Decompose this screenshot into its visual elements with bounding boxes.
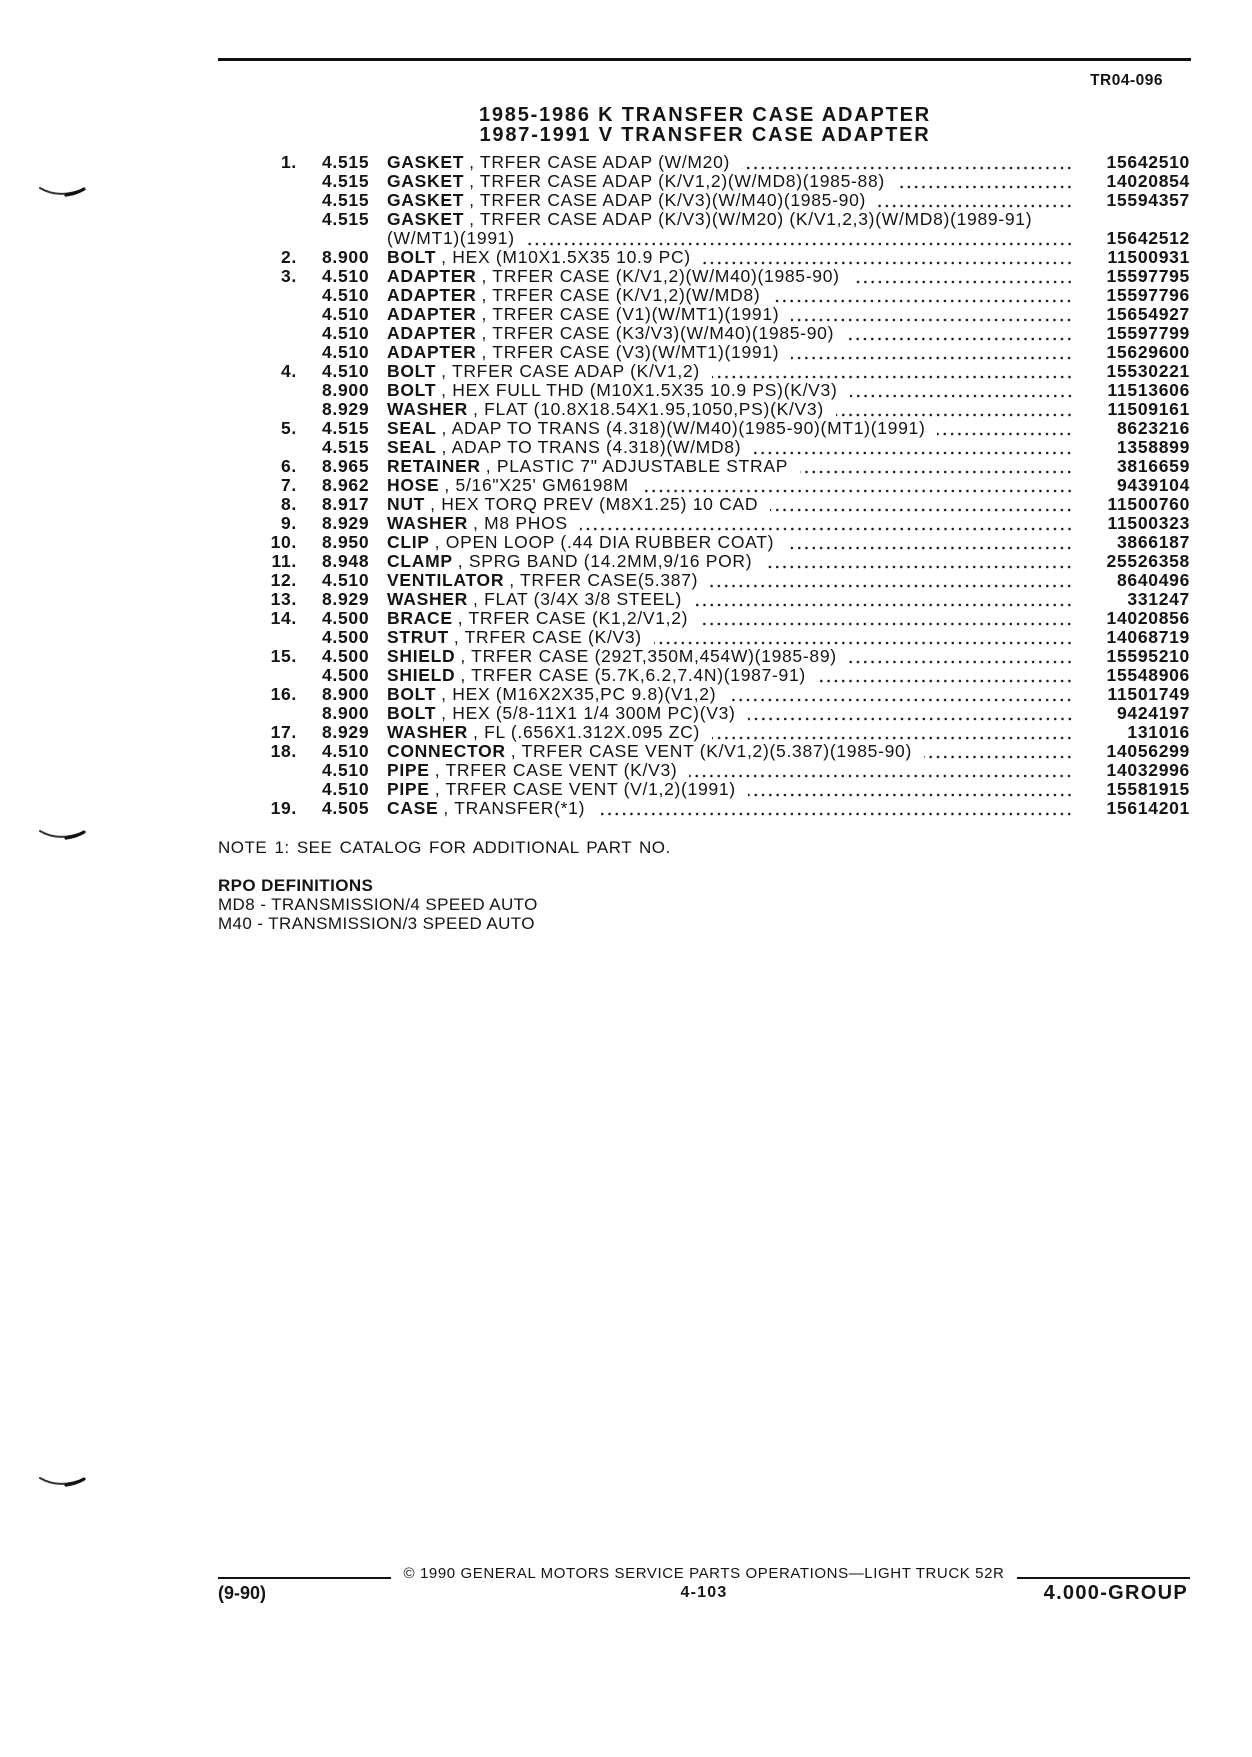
part-description — [387, 476, 1073, 495]
parts-row — [250, 761, 1190, 780]
group-number: 4.500 — [322, 665, 370, 685]
dot-leader — [924, 742, 1073, 761]
item-number: 9. — [281, 513, 297, 533]
part-detail: , ADAP TO TRANS (4.318)(W/M40)(1985-90)(MT1)(1991) — [441, 419, 926, 438]
part-number: 15654927 — [1106, 304, 1190, 324]
part-number: 131016 — [1127, 722, 1190, 742]
parts-row — [250, 153, 1190, 172]
part-description — [387, 324, 1073, 343]
rpo-definitions — [218, 876, 538, 933]
part-number: 14020856 — [1106, 608, 1190, 628]
part-detail: , TRFER CASE (K1,2/V1,2) — [457, 609, 689, 628]
part-description — [387, 799, 1073, 818]
part-description — [387, 685, 1073, 704]
group-number: 8.929 — [322, 589, 370, 609]
item-number: 6. — [281, 456, 297, 476]
part-description — [387, 343, 1073, 362]
dot-leader — [641, 476, 1073, 495]
group-number: 4.510 — [322, 760, 370, 780]
part-detail: , TRFER CASE(5.387) — [509, 571, 699, 590]
dot-leader — [728, 685, 1073, 704]
part-detail: , HEX FULL THD (M10X1.5X35 10.9 PS)(K/V3) — [441, 381, 838, 400]
part-detail: , 5/16"X25' GM6198M — [444, 476, 629, 495]
parts-row — [250, 476, 1190, 495]
part-name: BOLT — [387, 362, 437, 381]
group-number: 8.900 — [322, 703, 370, 723]
parts-row — [250, 210, 1190, 229]
item-number — [250, 400, 297, 419]
item-number — [250, 229, 297, 248]
part-number: 1358899 — [1116, 437, 1190, 457]
dot-leader — [748, 780, 1073, 799]
part-number: 25526358 — [1106, 551, 1190, 571]
part-name: PIPE — [387, 761, 430, 780]
part-number: 15642512 — [1106, 228, 1190, 248]
item-number — [250, 210, 297, 229]
part-detail: , TRFER CASE ADAP (K/V1,2)(W/MD8)(1985-88) — [469, 172, 885, 191]
part-description — [387, 780, 1073, 799]
item-number — [250, 343, 297, 362]
part-description — [387, 419, 1073, 438]
group-number: 4.515 — [322, 152, 370, 172]
item-number — [250, 191, 297, 210]
part-description — [387, 191, 1073, 210]
dot-leader — [753, 438, 1073, 457]
parts-row — [250, 590, 1190, 609]
dot-leader — [791, 343, 1073, 362]
part-number: 15642510 — [1106, 152, 1190, 172]
group-number: 8.948 — [322, 551, 370, 571]
part-description — [387, 723, 1073, 742]
part-number: 11513606 — [1107, 380, 1190, 400]
parts-row — [250, 533, 1190, 552]
part-detail: , FLAT (3/4X 3/8 STEEL) — [473, 590, 683, 609]
part-number: 3816659 — [1116, 456, 1190, 476]
item-number: 18. — [270, 741, 297, 761]
dot-leader — [937, 419, 1073, 438]
dot-leader — [852, 267, 1073, 286]
group-number: 4.510 — [322, 285, 370, 305]
part-name: STRUT — [387, 628, 449, 647]
item-number: 3. — [281, 266, 297, 286]
parts-row — [250, 647, 1190, 666]
footer-date: (9-90) — [218, 1583, 267, 1603]
dot-leader — [786, 533, 1073, 552]
binding-hole-mark — [38, 828, 86, 842]
item-number: 15. — [270, 646, 297, 666]
item-number — [250, 305, 297, 324]
part-number: 11500323 — [1107, 513, 1190, 533]
part-name: VENTILATOR — [387, 571, 505, 590]
part-description — [387, 590, 1073, 609]
part-detail: , TRFER CASE (K/V1,2)(W/M40)(1985-90) — [481, 267, 840, 286]
parts-row — [250, 495, 1190, 514]
group-number: 8.929 — [322, 513, 370, 533]
part-number: 14056299 — [1106, 741, 1190, 761]
parts-row — [250, 457, 1190, 476]
item-number: 14. — [270, 608, 297, 628]
part-name: PIPE — [387, 780, 430, 799]
part-description — [387, 647, 1073, 666]
group-number: 4.510 — [322, 361, 370, 381]
part-name: BOLT — [387, 381, 437, 400]
group-number: 4.510 — [322, 323, 370, 343]
group-number: 8.900 — [322, 684, 370, 704]
part-description — [387, 381, 1073, 400]
rpo-definition: MD8 - TRANSMISSION/4 SPEED AUTO — [218, 895, 538, 914]
part-number: 11509161 — [1107, 399, 1190, 419]
dot-leader — [712, 723, 1073, 742]
part-description — [387, 495, 1073, 514]
part-name: WASHER — [387, 723, 469, 742]
part-name: ADAPTER — [387, 343, 477, 362]
item-number: 13. — [270, 589, 297, 609]
item-number: 12. — [270, 570, 297, 590]
part-description — [387, 761, 1073, 780]
group-number: 4.515 — [322, 418, 370, 438]
dot-leader — [689, 761, 1073, 780]
part-name: SEAL — [387, 438, 437, 457]
dot-leader — [742, 153, 1073, 172]
group-number: 8.929 — [322, 399, 370, 419]
footer-rule-right — [1017, 1577, 1190, 1579]
part-detail: , TRFER CASE (5.7K,6.2,7.4N)(1987-91) — [460, 666, 806, 685]
part-name: WASHER — [387, 400, 469, 419]
part-detail: , TRFER CASE (V3)(W/MT1)(1991) — [481, 343, 780, 362]
part-name: BOLT — [387, 685, 437, 704]
group-number: 4.510 — [322, 304, 370, 324]
part-detail: , HEX TORQ PREV (M8X1.25) 10 CAD — [430, 495, 759, 514]
part-detail: , SPRG BAND (14.2MM,9/16 POR) — [457, 552, 753, 571]
part-detail: , TRANSFER(*1) — [443, 799, 586, 818]
item-number — [250, 780, 297, 799]
item-number — [250, 628, 297, 647]
part-description — [387, 172, 1073, 191]
part-detail: , TRFER CASE (K/V1,2)(W/MD8) — [481, 286, 761, 305]
dot-leader — [791, 305, 1073, 324]
dot-leader — [700, 609, 1073, 628]
part-description — [387, 552, 1073, 571]
part-description — [387, 400, 1073, 419]
item-number: 11. — [271, 551, 297, 571]
dot-leader — [850, 381, 1074, 400]
dot-leader — [703, 248, 1073, 267]
dot-leader — [597, 799, 1073, 818]
part-description — [387, 457, 1073, 476]
group-number: 8.929 — [322, 722, 370, 742]
part-name: BOLT — [387, 704, 437, 723]
part-number: 15597795 — [1106, 266, 1190, 286]
title-line-1: 1985-1986 K TRANSFER CASE ADAPTER — [478, 104, 932, 126]
part-description — [387, 267, 1073, 286]
part-name: CLAMP — [387, 552, 453, 571]
part-detail: , TRFER CASE ADAP (K/V3)(W/M40)(1985-90) — [469, 191, 867, 210]
copyright-text: © 1990 GENERAL MOTORS SERVICE PARTS OPERATIONS—LIGHT TRUCK 52R — [403, 1565, 1005, 1582]
item-number — [250, 704, 297, 723]
parts-row — [250, 267, 1190, 286]
part-description — [387, 742, 1073, 761]
dot-leader — [770, 495, 1073, 514]
part-detail: , HEX (M10X1.5X35 10.9 PC) — [441, 248, 691, 267]
group-number: 4.510 — [322, 741, 370, 761]
parts-row — [250, 514, 1190, 533]
group-number: 4.510 — [322, 779, 370, 799]
parts-row — [250, 799, 1190, 818]
top-rule — [218, 58, 1191, 61]
dot-leader — [836, 400, 1073, 419]
parts-row — [250, 552, 1190, 571]
part-description — [387, 210, 1073, 229]
item-number — [250, 381, 297, 400]
part-description — [387, 533, 1073, 552]
part-detail: , ADAP TO TRANS (4.318)(W/MD8) — [441, 438, 742, 457]
item-number — [250, 324, 297, 343]
dot-leader — [764, 552, 1073, 571]
part-name: NUT — [387, 495, 426, 514]
part-number: 9424197 — [1116, 703, 1190, 723]
parts-row — [250, 362, 1190, 381]
dot-leader — [527, 229, 1073, 248]
binding-hole-mark — [38, 185, 86, 199]
group-number: 4.505 — [322, 798, 370, 818]
part-number: 14068719 — [1106, 627, 1190, 647]
page-title — [300, 105, 1110, 145]
item-number: 8. — [281, 494, 297, 514]
dot-leader — [849, 647, 1073, 666]
part-detail: , TRFER CASE ADAP (K/V3)(W/M20) (K/V1,2,3)(W/MD8)(1989-91) — [469, 210, 1033, 229]
rpo-definition: M40 - TRANSMISSION/3 SPEED AUTO — [218, 914, 535, 933]
part-detail: , TRFER CASE (292T,350M,454W)(1985-89) — [460, 647, 837, 666]
part-name: CONNECTOR — [387, 742, 506, 761]
group-number: 8.917 — [322, 494, 370, 514]
part-name: GASKET — [387, 191, 465, 210]
item-number — [250, 666, 297, 685]
dot-leader — [800, 457, 1073, 476]
part-name: ADAPTER — [387, 324, 477, 343]
rpo-heading: RPO DEFINITIONS — [218, 876, 374, 895]
part-name: SHIELD — [387, 647, 456, 666]
item-number — [250, 172, 297, 191]
part-name: ADAPTER — [387, 267, 477, 286]
group-number: 4.515 — [322, 190, 370, 210]
part-name: CASE — [387, 799, 439, 818]
part-number: 14032996 — [1106, 760, 1190, 780]
group-number — [297, 229, 387, 248]
group-number: 4.510 — [322, 266, 370, 286]
part-name: ADAPTER — [387, 286, 477, 305]
dot-leader — [878, 191, 1073, 210]
part-name: ADAPTER — [387, 305, 477, 324]
group-number: 4.500 — [322, 646, 370, 666]
item-number: 7. — [281, 475, 297, 495]
item-number: 5. — [281, 418, 297, 438]
page-number: 4-103 — [680, 1584, 728, 1601]
part-name: SHIELD — [387, 666, 456, 685]
part-detail: (W/MT1)(1991) — [387, 229, 515, 248]
parts-row — [250, 628, 1190, 647]
part-name: GASKET — [387, 153, 465, 172]
part-detail: , PLASTIC 7" ADJUSTABLE STRAP — [485, 457, 789, 476]
part-description — [387, 362, 1073, 381]
part-description — [387, 286, 1073, 305]
part-number: 15548906 — [1106, 665, 1190, 685]
group-number: 8.962 — [322, 475, 370, 495]
part-description — [387, 229, 1073, 248]
part-description — [387, 666, 1073, 685]
part-number: 15581915 — [1106, 779, 1190, 799]
part-name: GASKET — [387, 172, 465, 191]
footer-rule-left — [218, 1577, 391, 1579]
dot-leader — [748, 704, 1073, 723]
part-number: 11500760 — [1107, 494, 1190, 514]
part-description — [387, 248, 1073, 267]
footnote: NOTE 1: SEE CATALOG FOR ADDITIONAL PART NO. — [218, 838, 671, 857]
title-line-2: 1987-1991 V TRANSFER CASE ADAPTER — [479, 124, 931, 146]
dot-leader — [818, 666, 1073, 685]
parts-row — [250, 305, 1190, 324]
parts-row — [250, 286, 1190, 305]
part-detail: , HEX (M16X2X35,PC 9.8)(V1,2) — [441, 685, 717, 704]
part-name: SEAL — [387, 419, 437, 438]
part-detail: , TRFER CASE ADAP (W/M20) — [469, 153, 731, 172]
group-number: 4.510 — [322, 570, 370, 590]
dot-leader — [712, 362, 1073, 381]
item-number: 4. — [281, 361, 297, 381]
document-code: TR04-096 — [1090, 72, 1163, 89]
dot-leader — [772, 286, 1073, 305]
part-number: 11501749 — [1107, 684, 1190, 704]
part-number: 8623216 — [1116, 418, 1190, 438]
part-number: 15629600 — [1106, 342, 1190, 362]
parts-row — [250, 685, 1190, 704]
part-detail: , TRFER CASE VENT (K/V1,2)(5.387)(1985-90) — [510, 742, 913, 761]
parts-row — [250, 742, 1190, 761]
parts-row — [250, 343, 1190, 362]
group-number: 8.965 — [322, 456, 370, 476]
part-detail: , FL (.656X1.312X.095 ZC) — [473, 723, 700, 742]
item-number: 1. — [281, 152, 297, 172]
item-number — [250, 761, 297, 780]
parts-row — [250, 723, 1190, 742]
group-number: 4.510 — [322, 342, 370, 362]
dot-leader — [580, 514, 1073, 533]
part-number — [1073, 210, 1190, 229]
part-name: CLIP — [387, 533, 430, 552]
part-name: WASHER — [387, 590, 469, 609]
parts-row — [250, 438, 1190, 457]
parts-row — [250, 780, 1190, 799]
part-description — [387, 514, 1073, 533]
part-detail: , OPEN LOOP (.44 DIA RUBBER COAT) — [434, 533, 775, 552]
item-number: 16. — [270, 684, 297, 704]
dot-leader — [897, 172, 1073, 191]
part-name: BRACE — [387, 609, 453, 628]
dot-leader — [654, 628, 1073, 647]
part-detail: , TRFER CASE ADAP (K/V1,2) — [441, 362, 700, 381]
part-name: BOLT — [387, 248, 437, 267]
part-number: 15597799 — [1106, 323, 1190, 343]
parts-list — [250, 153, 1190, 818]
group-label: 4.000-GROUP — [1043, 1582, 1188, 1604]
part-number: 8640496 — [1116, 570, 1190, 590]
part-name: RETAINER — [387, 457, 481, 476]
part-description — [387, 571, 1073, 590]
parts-row — [250, 419, 1190, 438]
part-detail: , M8 PHOS — [473, 514, 568, 533]
part-detail: , TRFER CASE (K/V3) — [453, 628, 642, 647]
parts-row — [250, 324, 1190, 343]
part-name: GASKET — [387, 210, 465, 229]
group-number: 4.500 — [322, 627, 370, 647]
group-number: 8.900 — [322, 247, 370, 267]
part-detail: , TRFER CASE VENT (V/1,2)(1991) — [434, 780, 736, 799]
item-number — [250, 438, 297, 457]
part-description — [387, 153, 1073, 172]
dot-leader — [846, 324, 1073, 343]
part-number: 15597796 — [1106, 285, 1190, 305]
part-number: 14020854 — [1106, 171, 1190, 191]
part-number: 3866187 — [1116, 532, 1190, 552]
parts-row — [250, 571, 1190, 590]
item-number — [250, 286, 297, 305]
part-description — [387, 305, 1073, 324]
parts-row — [250, 191, 1190, 210]
group-number: 4.515 — [322, 171, 370, 191]
dot-leader — [710, 571, 1073, 590]
part-number: 15595210 — [1106, 646, 1190, 666]
item-number: 17. — [270, 722, 297, 742]
item-number: 19. — [270, 798, 297, 818]
part-name: HOSE — [387, 476, 440, 495]
dot-leader — [694, 590, 1073, 609]
parts-row — [250, 248, 1190, 267]
group-number: 4.500 — [322, 608, 370, 628]
parts-row — [250, 172, 1190, 191]
parts-row — [250, 704, 1190, 723]
part-detail: , FLAT (10.8X18.54X1.95,1050,PS)(K/V3) — [473, 400, 824, 419]
part-detail: , HEX (5/8-11X1 1/4 300M PC)(V3) — [441, 704, 736, 723]
part-detail: , TRFER CASE (K3/V3)(W/M40)(1985-90) — [481, 324, 835, 343]
parts-row — [250, 609, 1190, 628]
group-number: 4.515 — [322, 209, 370, 229]
part-number: 11500931 — [1107, 247, 1190, 267]
parts-row — [250, 666, 1190, 685]
binding-hole-mark — [38, 1475, 86, 1489]
part-description — [387, 438, 1073, 457]
parts-row — [250, 381, 1190, 400]
part-description — [387, 704, 1073, 723]
part-number: 15614201 — [1106, 798, 1190, 818]
part-description — [387, 609, 1073, 628]
part-description — [387, 628, 1073, 647]
group-number: 4.515 — [322, 437, 370, 457]
item-number: 10. — [270, 532, 297, 552]
part-number: 331247 — [1127, 589, 1190, 609]
parts-row — [250, 400, 1190, 419]
group-number: 8.900 — [322, 380, 370, 400]
part-number: 15530221 — [1106, 361, 1190, 381]
part-number: 9439104 — [1116, 475, 1190, 495]
part-detail: , TRFER CASE (V1)(W/MT1)(1991) — [481, 305, 780, 324]
part-detail: , TRFER CASE VENT (K/V3) — [434, 761, 678, 780]
part-number: 15594357 — [1106, 190, 1190, 210]
part-name: WASHER — [387, 514, 469, 533]
parts-row — [250, 229, 1190, 248]
item-number: 2. — [281, 247, 297, 267]
group-number: 8.950 — [322, 532, 370, 552]
